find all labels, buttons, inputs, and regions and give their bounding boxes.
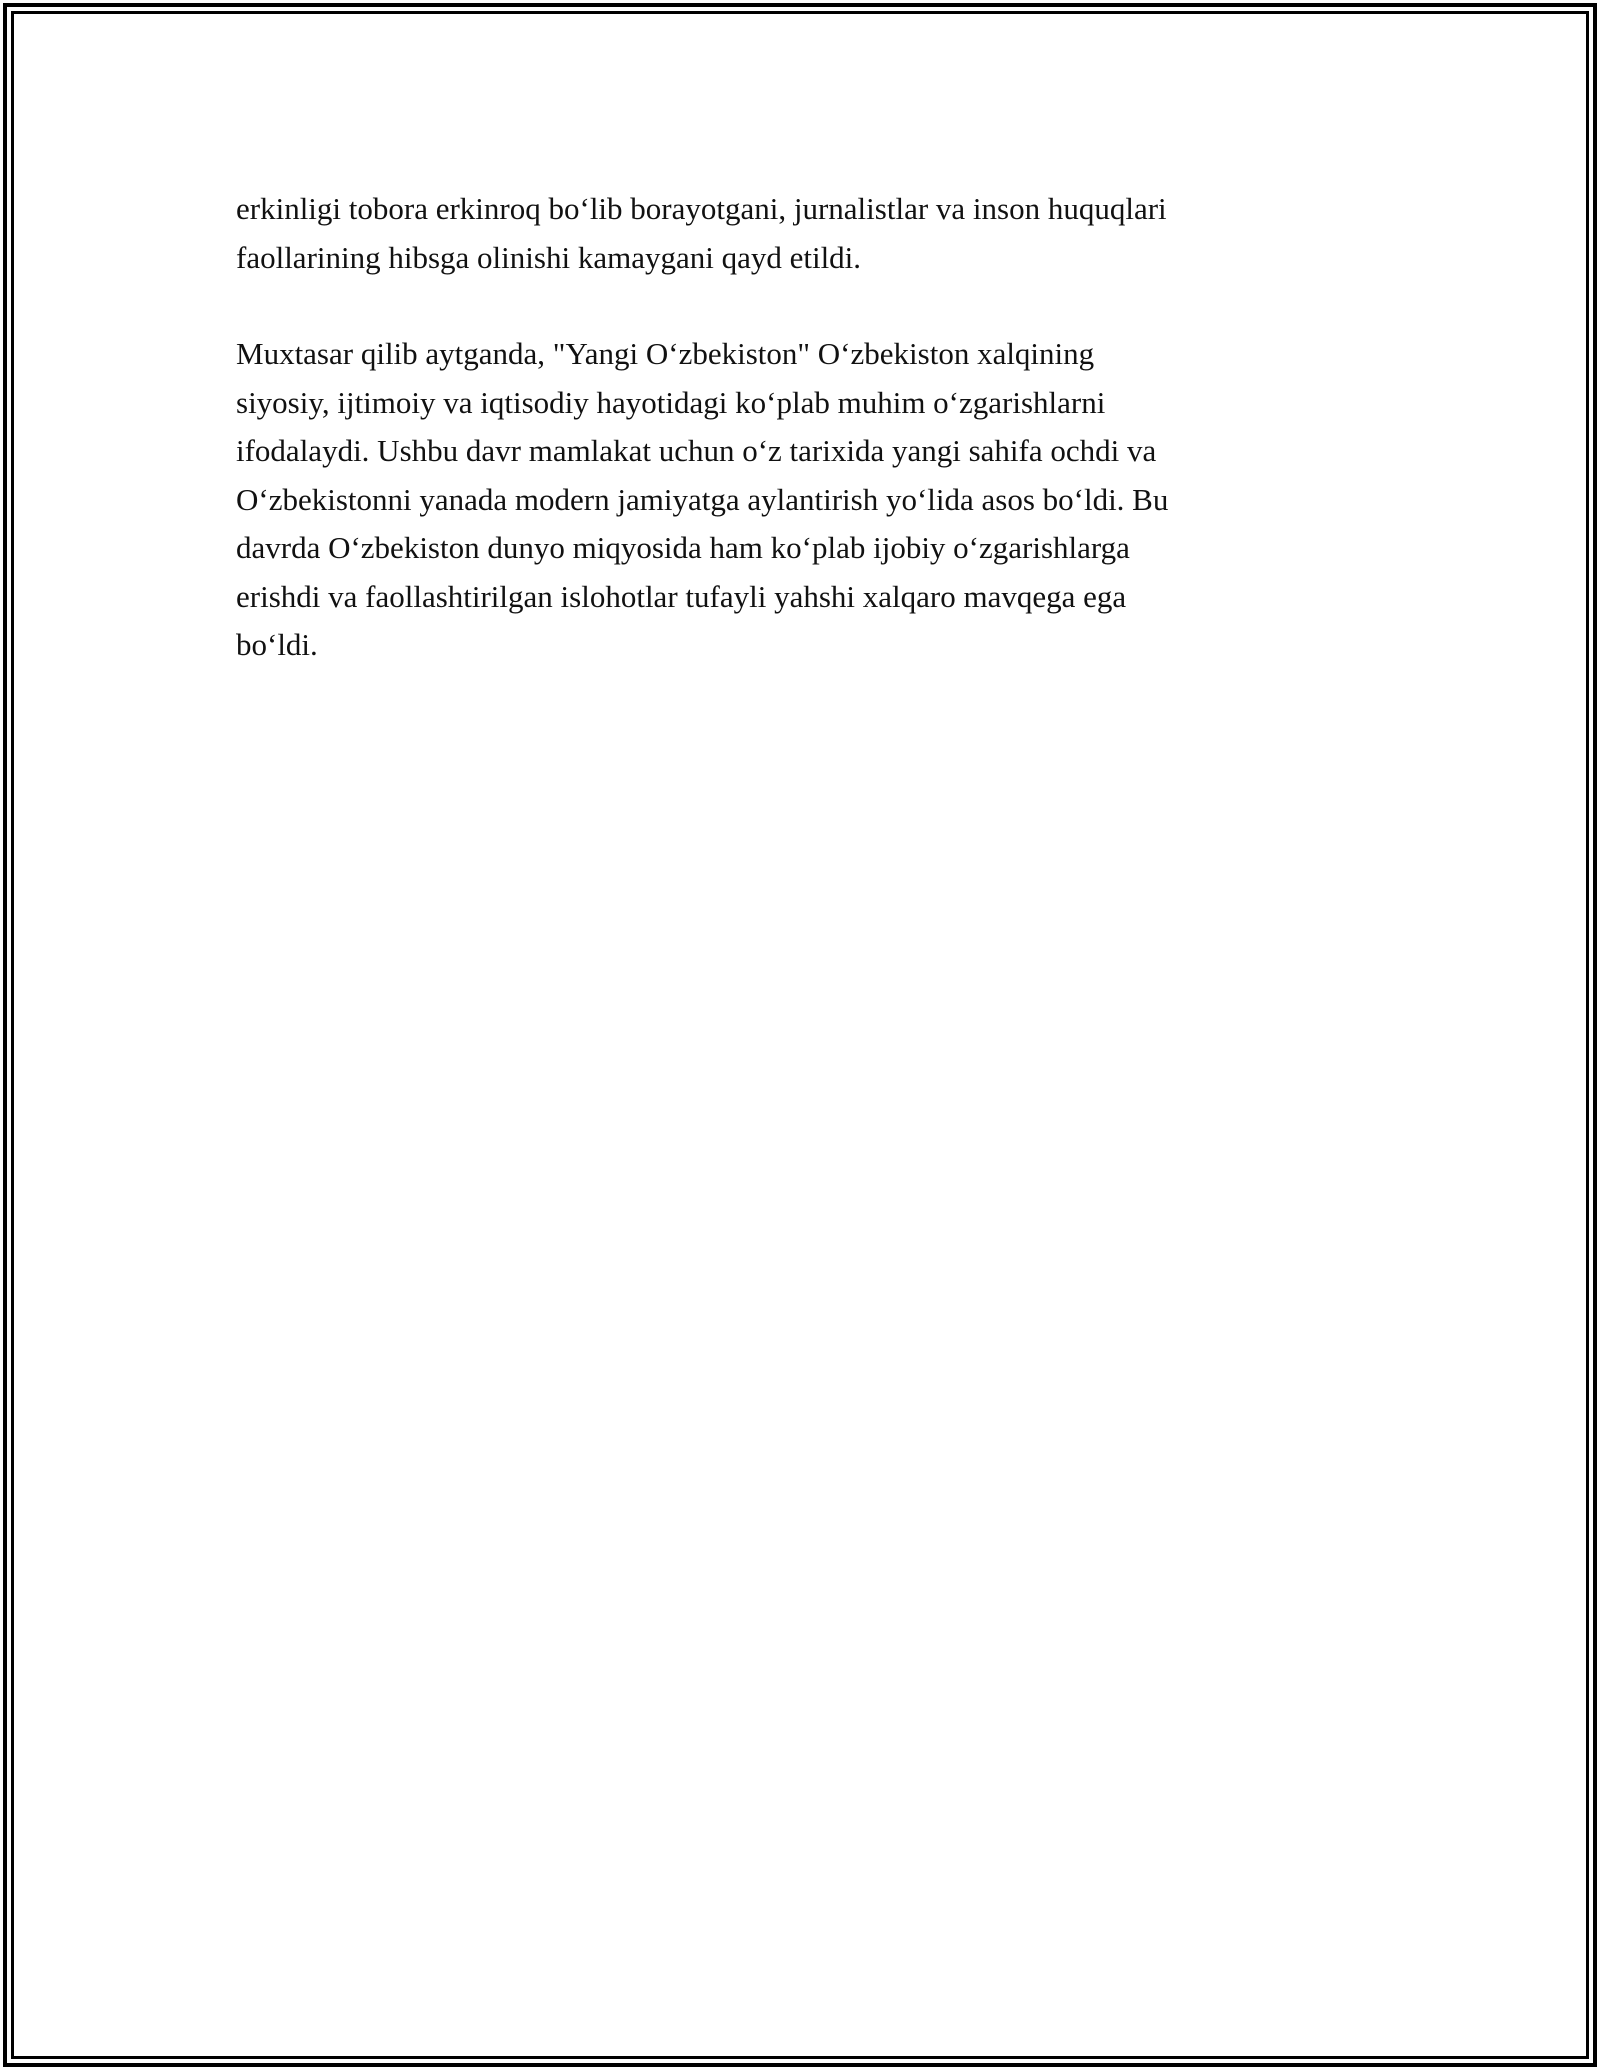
text-line: erkinligi tobora erkinroq bo‘lib borayotgani, jurnalistlar va inson huquqlari — [236, 191, 1167, 226]
text-line: erishdi va faollashtirilgan islohotlar tufayli yahshi xalqaro mavqega ega — [236, 578, 1127, 614]
text-line: Muxtasar qilib aytganda, "Yangi O‘zbekiston" O‘zbekiston xalqining — [236, 336, 1095, 371]
text-line: faollarining hibsga olinishi kamaygani qayd etildi. — [236, 239, 862, 275]
document-body — [236, 185, 1366, 670]
text-line: davrda O‘zbekiston dunyo miqyosida ham ko‘plab ijobiy o‘zgarishlarga — [236, 530, 1130, 565]
text-line: ifodalaydi. Ushbu davr mamlakat uchun o‘z tarixida yangi sahifa ochdi va — [236, 433, 1157, 468]
text-line: bo‘ldi. — [236, 627, 318, 662]
paragraph-1 — [236, 185, 1366, 282]
text-line: siyosiy, ijtimoiy va iqtisodiy hayotidagi ko‘plab muhim o‘zgarishlarni — [236, 384, 1106, 420]
paragraph-2 — [236, 330, 1366, 670]
text-line: O‘zbekistonni yanada modern jamiyatga aylantirish yo‘lida asos bo‘ldi. Bu — [236, 481, 1169, 517]
